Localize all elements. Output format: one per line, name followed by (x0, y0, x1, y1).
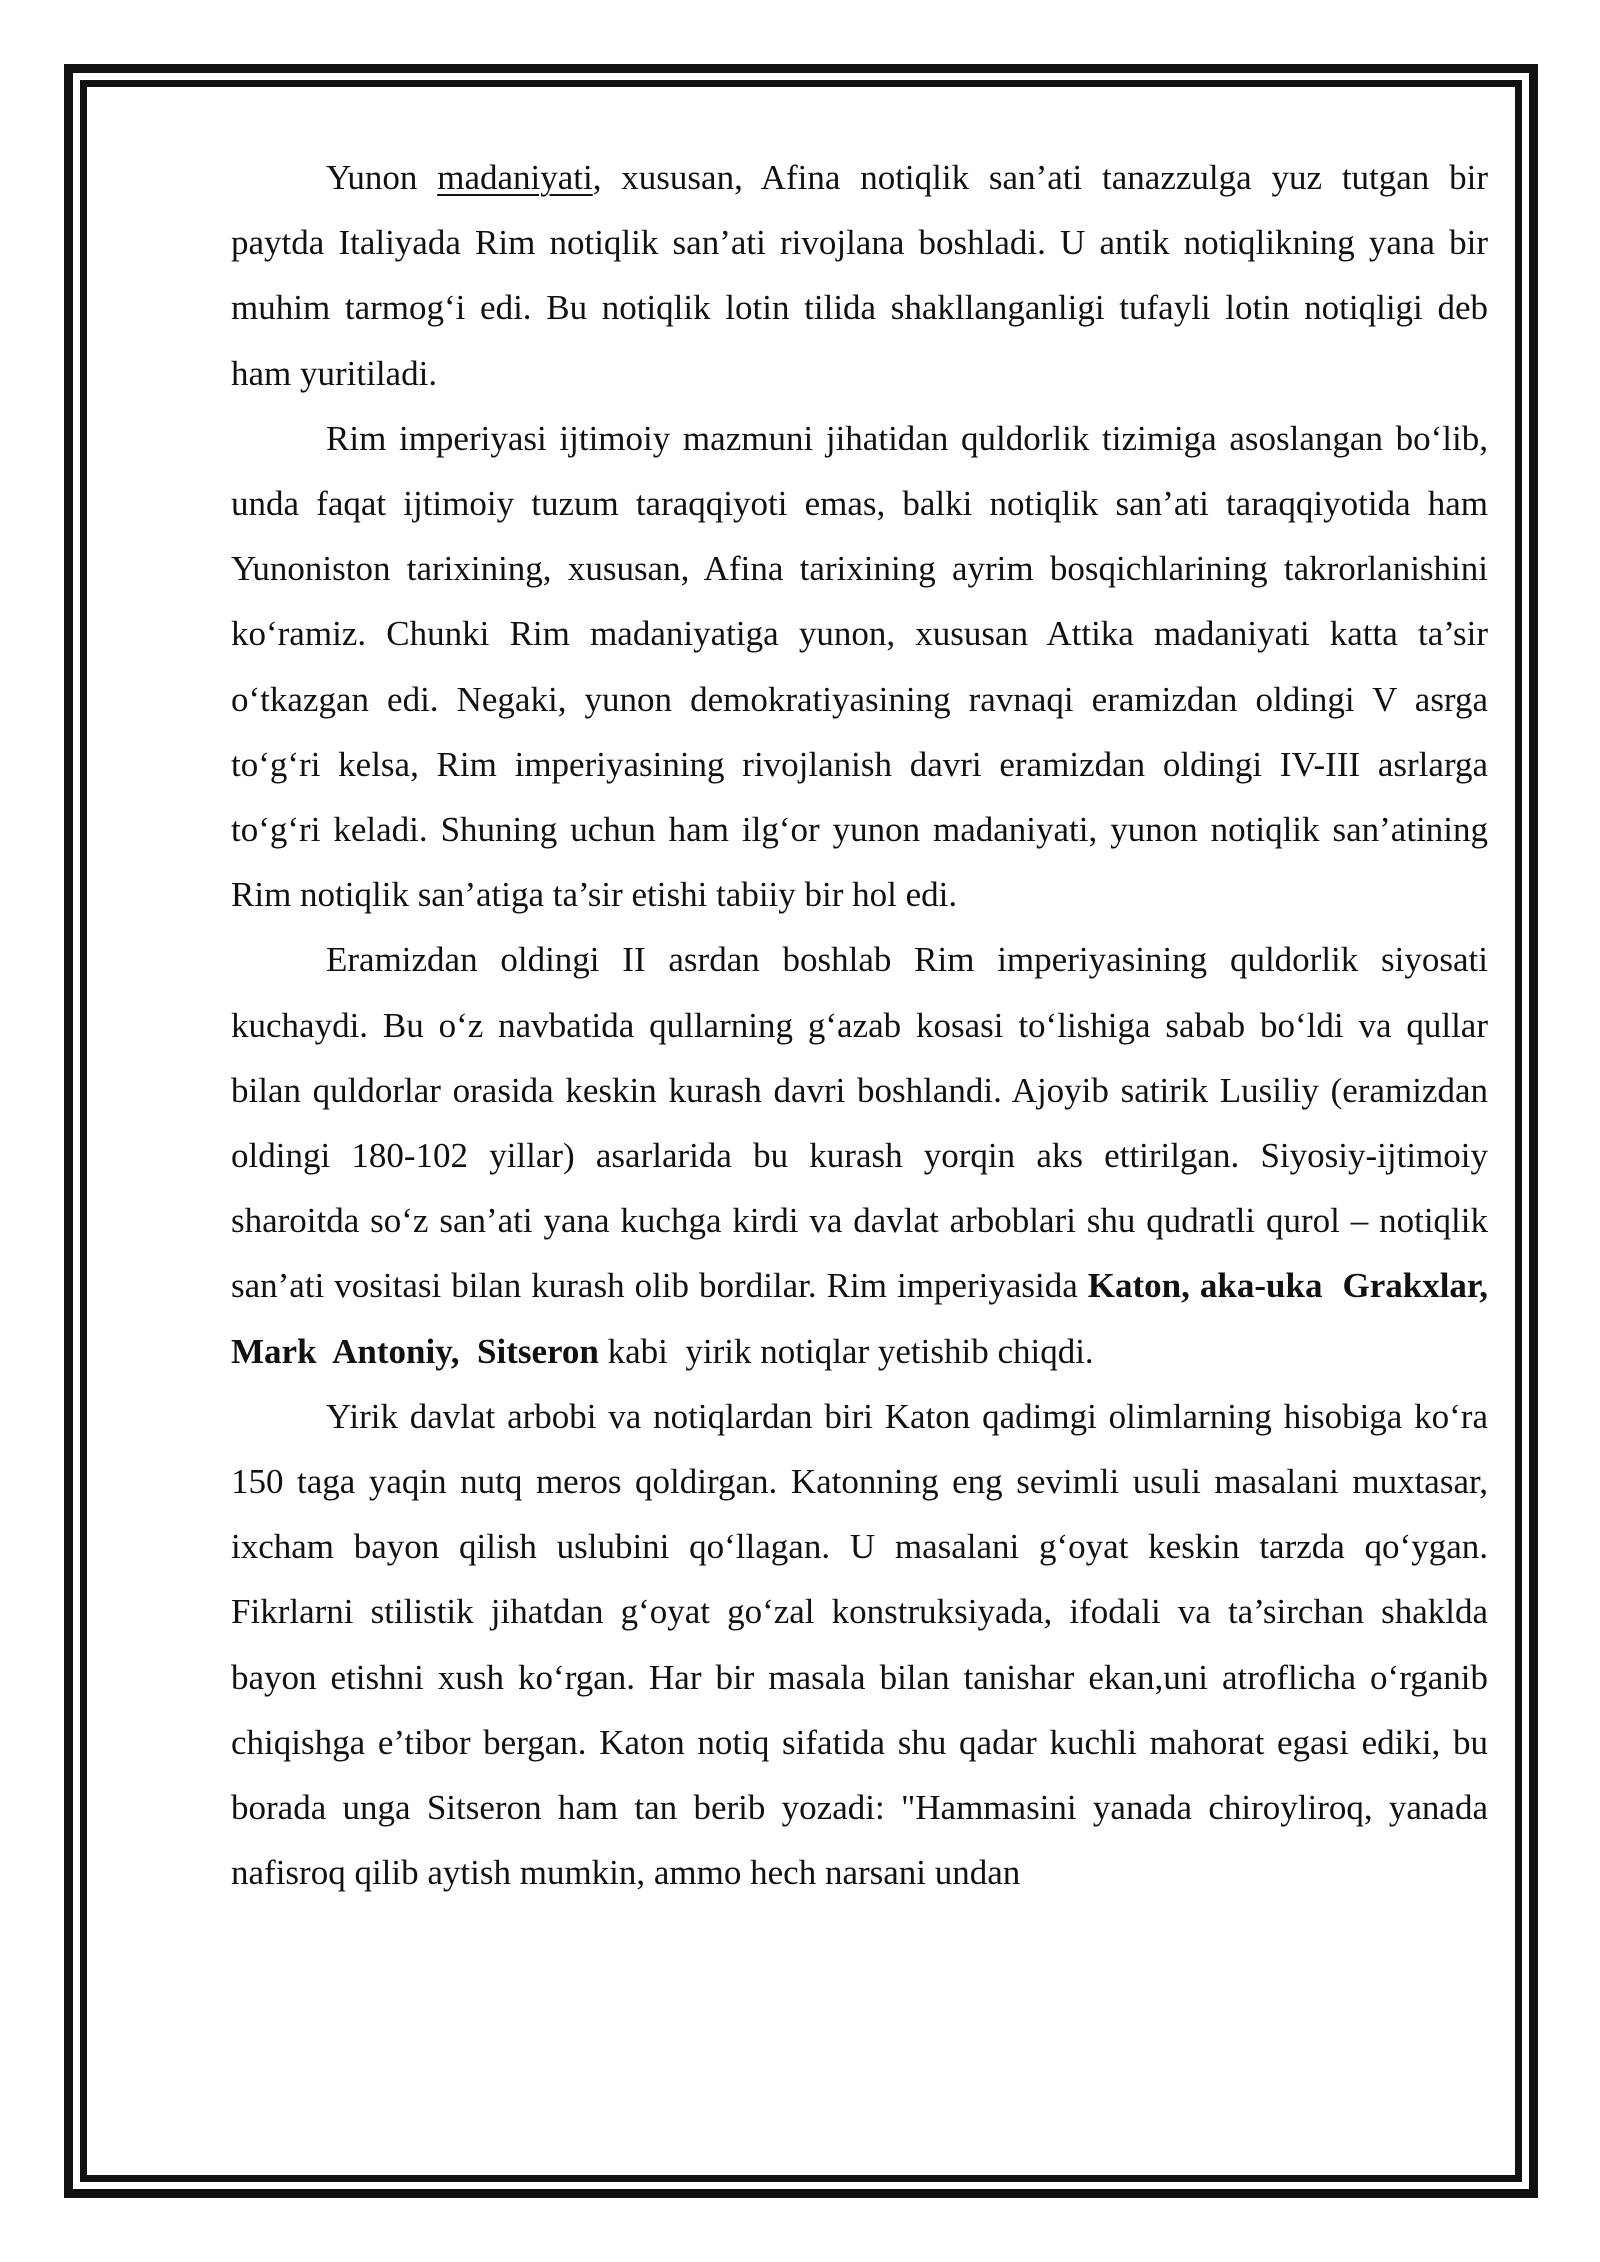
underlined-word-madaniyati: madaniyati (437, 158, 593, 197)
bold-orator-names: Katon, aka-uka Grakxlar, Mark Antoniy, Sitseron (231, 1266, 1506, 1371)
document-body (231, 145, 1506, 1905)
paragraph-3 (231, 927, 1506, 1383)
paragraph-2 (231, 406, 1488, 928)
paragraph-3-text-2: kabi yirik notiqlar yetishib chiqdi. (598, 1331, 1094, 1371)
paragraph-3-text-1: Eramizdan oldingi II asrdan boshlab Rim imperiyasining quldorlik siyosati kuchaydi. Bu o‘z navbatida qullarning g‘azab kosasi to‘lishiga sabab bo‘ldi va qullar bilan quldorlar orasida keskin kurash davri boshlandi. Ajoyib satirik Lusiliy (eramizdan oldingi 180-102 yillar) asarlarida bu kurash yorqin aks ettirilgan. Siyosiy-ijtimoiy sharoitda so‘z san’ati yana kuchga kirdi va davlat arboblari shu qudratli qurol – notiqlik san’ati vositasi bilan kurash olib bordilar. Rim imperiyasida (231, 940, 1488, 1306)
paragraph-4 (231, 1384, 1488, 1906)
paragraph-2-text: Rim imperiyasi ijtimoiy mazmuni jihatidan quldorlik tizimiga asoslangan bo‘lib, unda faqat ijtimoiy tuzum taraqqiyoti emas, balki notiqlik san’ati taraqqiyotida ham Yunoniston tarixining, xususan, Afina tarixining ayrim bosqichlarining takrorlanishini ko‘ramiz. Chunki Rim madaniyatiga yunon, xususan Attika madaniyati katta ta’sir o‘tkazgan edi. Negaki, yunon demokratiyasining ravnaqi eramizdan oldingi V asrga to‘g‘ri kelsa, Rim imperiyasining rivojlanish davri eramizdan oldingi IV-III asrlarga to‘g‘ri keladi. Shuning uchun ham ilg‘or yunon madaniyati, yunon notiqlik san’atining Rim notiqlik san’atiga ta’sir etishi tabiiy bir hol edi. (231, 418, 1488, 915)
paragraph-1 (231, 145, 1488, 406)
paragraph-1-text-2: , xususan, Afina notiqlik san’ati tanazzulga yuz tutgan bir paytda Italiyada Rim notiqlik san’ati rivojlana boshladi. U antik notiqlikning yana bir muhim tarmog‘i edi. Bu notiqlik lotin tilida shakllanganligi tufayli lotin notiqligi deb ham yuritiladi. (231, 158, 1488, 393)
paragraph-1-text-1: Yunon (326, 158, 438, 197)
paragraph-4-text: Yirik davlat arbobi va notiqlardan biri Katon qadimgi olimlarning hisobiga ko‘ra 150 taga yaqin nutq meros qoldirgan. Katonning eng sevimli usuli masalani muxtasar, ixcham bayon qilish uslubini qo‘llagan. U masalani g‘oyat keskin tarzda qo‘ygan. Fikrlarni stilistik jihatdan g‘oyat go‘zal konstruksiyada, ifodali va ta’sirchan shaklda bayon etishni xush ko‘rgan. Har bir masala bilan tanishar ekan,uni atroflicha o‘rganib chiqishga e’tibor bergan. Katon notiq sifatida shu qadar kuchli mahorat egasi ediki, bu borada unga Sitseron ham tan berib yozadi: "Hammasini yanada chiroyliroq, yanada nafisroq qilib aytish mumkin, ammo hech narsani undan (231, 1396, 1488, 1893)
